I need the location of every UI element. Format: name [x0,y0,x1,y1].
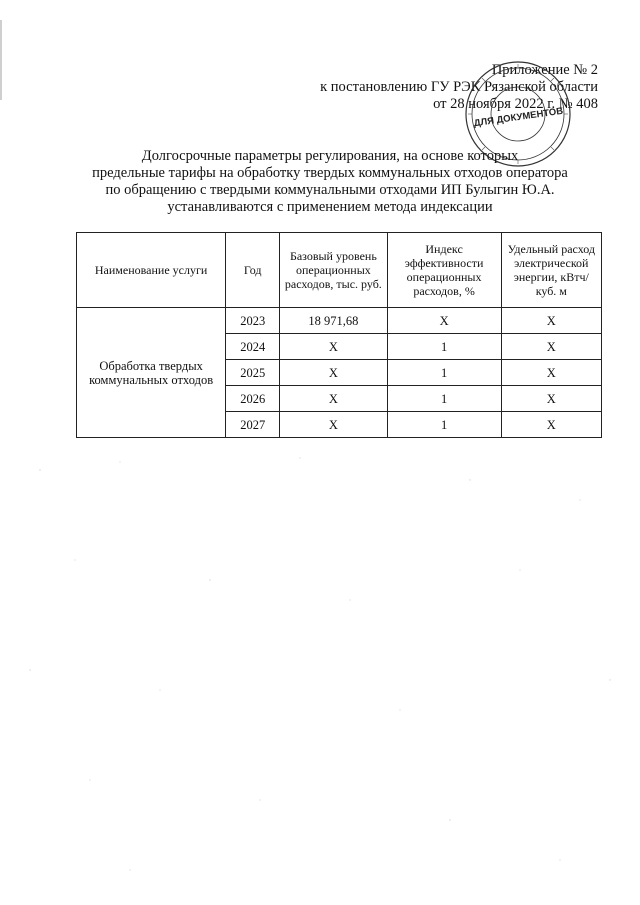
base-cell: Х [280,412,387,438]
header-base-expenses: Базовый уровень операционных расходов, тыс. руб. [280,233,387,308]
table-row [77,308,602,334]
index-cell: 1 [387,412,501,438]
year-cell: 2023 [226,308,280,334]
stamp-label: ДЛЯ ДОКУМЕНТОВ [473,105,564,130]
regulation-parameters-table [76,232,602,438]
scan-noise [0,440,640,900]
title-line-3: по обращению с твердыми коммунальными отходами ИП Булыгин Ю.А. [105,182,555,198]
appendix-number: Приложение № 2 [491,62,598,78]
base-cell: Х [280,360,387,386]
year-cell: 2026 [226,386,280,412]
table-header-row [77,233,602,308]
base-cell: 18 971,68 [280,308,387,334]
energy-cell: Х [501,412,601,438]
header-energy-consumption: Удельный расход электрической энергии, кВтч/куб. м [501,233,601,308]
base-cell: Х [280,386,387,412]
index-cell: 1 [387,360,501,386]
index-cell: Х [387,308,501,334]
index-cell: 1 [387,386,501,412]
base-cell: Х [280,334,387,360]
energy-cell: Х [501,334,601,360]
header-efficiency-index: Индекс эффективности операционных расходов, % [387,233,501,308]
document-title [60,148,600,216]
title-line-1: Долгосрочные параметры регулирования, на основе которых [141,148,519,164]
year-cell: 2025 [226,360,280,386]
title-line-2: предельные тарифы на обработку твердых коммунальных отходов оператора [92,165,568,181]
index-cell: 1 [387,334,501,360]
header-service: Наименование услуги [77,233,226,308]
service-name-cell: Обработка твердых коммунальных отходов [77,308,226,438]
scan-margin-mark [0,20,2,100]
appendix-date: от 28 ноября 2022 г. № 408 [433,96,598,112]
energy-cell: Х [501,386,601,412]
title-line-4: устанавливаются с применением метода индексации [167,199,493,215]
year-cell: 2027 [226,412,280,438]
energy-cell: Х [501,360,601,386]
header-year: Год [226,233,280,308]
energy-cell: Х [501,308,601,334]
year-cell: 2024 [226,334,280,360]
appendix-reference: к постановлению ГУ РЭК Рязанской области [320,79,598,95]
